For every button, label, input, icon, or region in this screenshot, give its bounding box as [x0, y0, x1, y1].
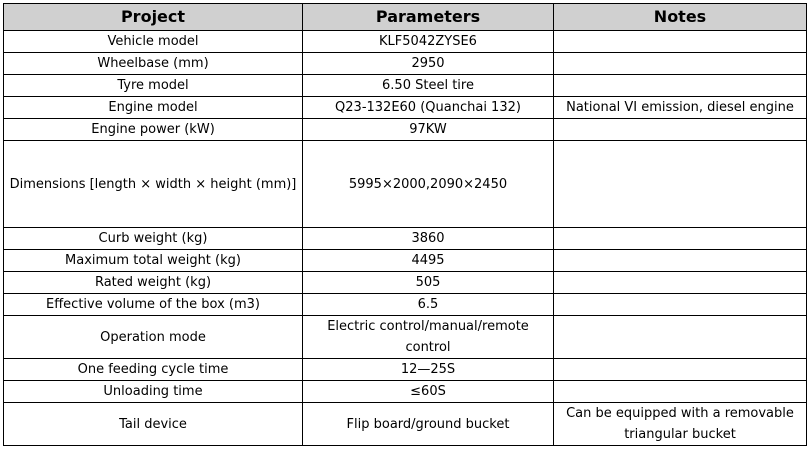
cell-project: Vehicle model [4, 31, 303, 53]
cell-notes [554, 53, 807, 75]
cell-notes [554, 228, 807, 250]
cell-parameters: Flip board/ground bucket [303, 403, 554, 446]
cell-parameters: 505 [303, 272, 554, 294]
cell-notes: Can be equipped with a removable triangular bucket [554, 403, 807, 446]
cell-notes [554, 316, 807, 359]
cell-project: One feeding cycle time [4, 359, 303, 381]
cell-project: Engine model [4, 97, 303, 119]
cell-parameters: 2950 [303, 53, 554, 75]
cell-notes [554, 294, 807, 316]
cell-notes [554, 250, 807, 272]
cell-project: Effective volume of the box (m3) [4, 294, 303, 316]
cell-project: Operation mode [4, 316, 303, 359]
cell-notes [554, 359, 807, 381]
table-row [4, 294, 807, 316]
table-row [4, 119, 807, 141]
table-row [4, 359, 807, 381]
cell-parameters: 5995×2000,2090×2450 [303, 141, 554, 228]
cell-parameters: 6.5 [303, 294, 554, 316]
cell-project: Unloading time [4, 381, 303, 403]
cell-project: Tail device [4, 403, 303, 446]
cell-parameters: 6.50 Steel tire [303, 75, 554, 97]
table-row [4, 141, 807, 228]
cell-notes: National VI emission, diesel engine [554, 97, 807, 119]
table-row [4, 250, 807, 272]
cell-parameters: Q23-132E60 (Quanchai 132) [303, 97, 554, 119]
table-row [4, 403, 807, 446]
cell-parameters: 4495 [303, 250, 554, 272]
cell-parameters: KLF5042ZYSE6 [303, 31, 554, 53]
header-parameters: Parameters [303, 4, 554, 31]
cell-notes [554, 75, 807, 97]
cell-notes [554, 141, 807, 228]
specification-table [3, 3, 807, 446]
table-row [4, 316, 807, 359]
cell-project: Dimensions [length × width × height (mm)] [4, 141, 303, 228]
table-row [4, 272, 807, 294]
cell-notes [554, 381, 807, 403]
cell-project: Tyre model [4, 75, 303, 97]
cell-project: Curb weight (kg) [4, 228, 303, 250]
header-project: Project [4, 4, 303, 31]
cell-project: Wheelbase (mm) [4, 53, 303, 75]
cell-parameters: 97KW [303, 119, 554, 141]
cell-notes [554, 31, 807, 53]
table-row [4, 228, 807, 250]
cell-parameters: Electric control/manual/remote control [303, 316, 554, 359]
table-row [4, 31, 807, 53]
cell-project: Rated weight (kg) [4, 272, 303, 294]
cell-parameters: 3860 [303, 228, 554, 250]
cell-project: Maximum total weight (kg) [4, 250, 303, 272]
table-row [4, 75, 807, 97]
cell-notes [554, 272, 807, 294]
cell-notes [554, 119, 807, 141]
header-notes: Notes [554, 4, 807, 31]
cell-parameters: 12—25S [303, 359, 554, 381]
cell-parameters: ≤60S [303, 381, 554, 403]
cell-project: Engine power (kW) [4, 119, 303, 141]
table-row [4, 381, 807, 403]
table-row [4, 97, 807, 119]
header-row [4, 4, 807, 31]
table-row [4, 53, 807, 75]
